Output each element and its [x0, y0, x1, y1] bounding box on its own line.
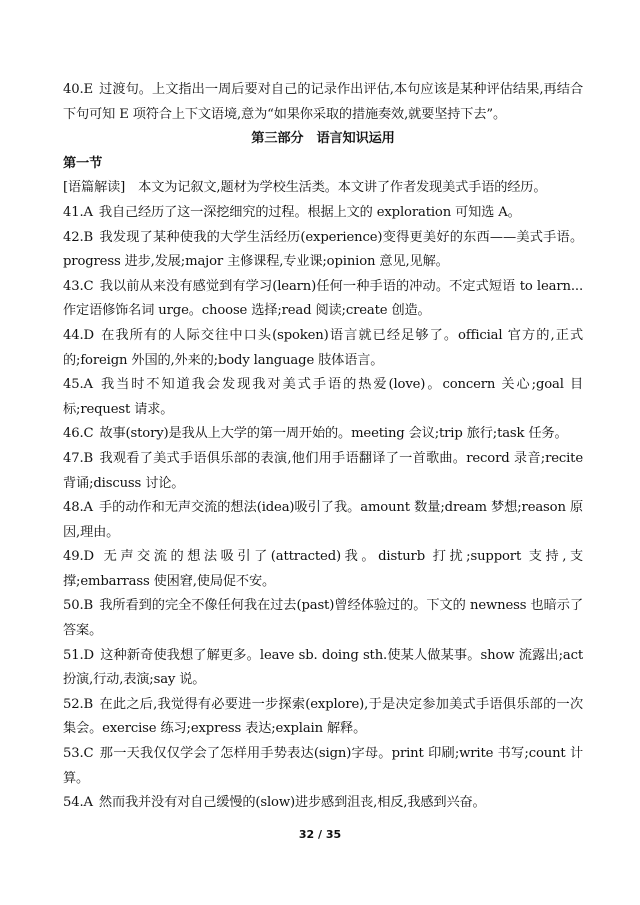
answer-item [63, 201, 583, 226]
passage-summary: [语篇解读] 本文为记叙文,题材为学校生活类。本文讲了作者发现美式手语的经历。 [63, 180, 547, 196]
answer-explanation: 无声交流的想法吸引了(attracted)我。disturb 打扰;support 支持,支撑;embarrass 使困窘,使局促不安。 [63, 549, 583, 589]
answer-explanation: 这种新奇使我想了解更多。leave sb. doing sth.使某人做某事。show 流露出;act 扮演,行动,表演;say 说。 [63, 647, 583, 688]
answer-explanation: 我自己经历了这一深挖细究的过程。根据上文的 exploration 可知选 A。 [98, 204, 521, 220]
answer-explanation: 那一天我仅仅学会了怎样用手势表达(sign)字母。print 印刷;write 书写;count 计算。 [63, 746, 583, 786]
answer-number: 41.A [63, 204, 93, 220]
answer-item [63, 447, 583, 496]
answer-explanation: 故事(story)是我从上大学的第一周开始的。meeting 会议;trip 旅行;task 任务。 [99, 426, 568, 442]
answer-list [63, 201, 583, 816]
answer-explanation: 我观看了美式手语俱乐部的表演,他们用手语翻译了一首歌曲。record 录音;recite 背诵;discuss 讨论。 [63, 450, 583, 491]
answer-number: 48.A [63, 500, 93, 516]
answer-item [63, 742, 583, 791]
answer-explanation: 在此之后,我觉得有必要进一步探索(explore),于是决定参加美式手语俱乐部的一次集会。exercise 练习;express 表达;explain 解释。 [63, 696, 583, 737]
answer-item [63, 693, 583, 742]
answer-number: 53.C [63, 746, 94, 762]
answer-number: 40.E [63, 82, 93, 97]
answer-item [63, 373, 583, 422]
page-content [63, 78, 583, 816]
answer-number: 51.D [63, 647, 94, 663]
answer-number: 47.B [63, 450, 94, 466]
answer-explanation: 我发现了某种使我的大学生活经历(experience)变得更美好的东西——美式手语。progress 进步,发展;major 主修课程,专业课;opinion 意见,见解。 [63, 229, 583, 270]
answer-explanation: 我当时不知道我会发现我对美式手语的热爱(love)。concern 关心;goal 目标;request 请求。 [63, 377, 583, 417]
answer-number: 49.D [63, 549, 94, 565]
answer-item [63, 226, 583, 275]
answer-explanation: 然而我并没有对自己缓慢的(slow)进步感到沮丧,相反,我感到兴奋。 [98, 795, 486, 811]
answer-explanation: 过渡句。上文指出一周后要对自己的记录作出评估,本句应该是某种评估结果,再结合下句可知 E 项符合上下文语境,意为“如果你采取的措施奏效,就要坚持下去”。 [63, 82, 583, 122]
answer-item [63, 422, 583, 447]
answer-number: 50.B [63, 598, 94, 614]
answer-number: 44.D [63, 327, 94, 343]
answer-item [63, 324, 583, 373]
answer-item [63, 594, 583, 643]
answer-explanation: 我所看到的完全不像任何我在过去(past)曾经体验过的。下文的 newness 也暗示了答案。 [63, 598, 583, 639]
answer-explanation: 手的动作和无声交流的想法(idea)吸引了我。amount 数量;dream 梦想;reason 原因,理由。 [63, 500, 583, 540]
answer-number: 42.B [63, 229, 94, 245]
section-title: 第一节 [63, 155, 103, 171]
answer-number: 52.B [63, 696, 94, 712]
answer-item [63, 496, 583, 545]
part-title: 第三部分 语言知识运用 [251, 131, 395, 147]
answer-number: 54.A [63, 795, 93, 811]
answer-item [63, 791, 583, 816]
answer-number: 46.C [63, 426, 94, 442]
answer-item [63, 644, 583, 693]
answer-item [63, 275, 583, 324]
answer-explanation: 我以前从来没有感觉到有学习(learn)任何一种手语的冲动。不定式短语 to learn...作定语修饰名词 urge。choose 选择;read 阅读;create 创造。 [63, 278, 583, 319]
answer-number: 43.C [63, 278, 94, 294]
answer-number: 45.A [63, 377, 93, 393]
answer-item [63, 545, 583, 594]
answer-40 [63, 78, 583, 127]
answer-explanation: 在我所有的人际交往中口头(spoken)语言就已经足够了。official 官方的,正式的;foreign 外国的,外来的;body language 肢体语言。 [63, 327, 583, 368]
page-number: 32 / 35 [298, 828, 342, 841]
